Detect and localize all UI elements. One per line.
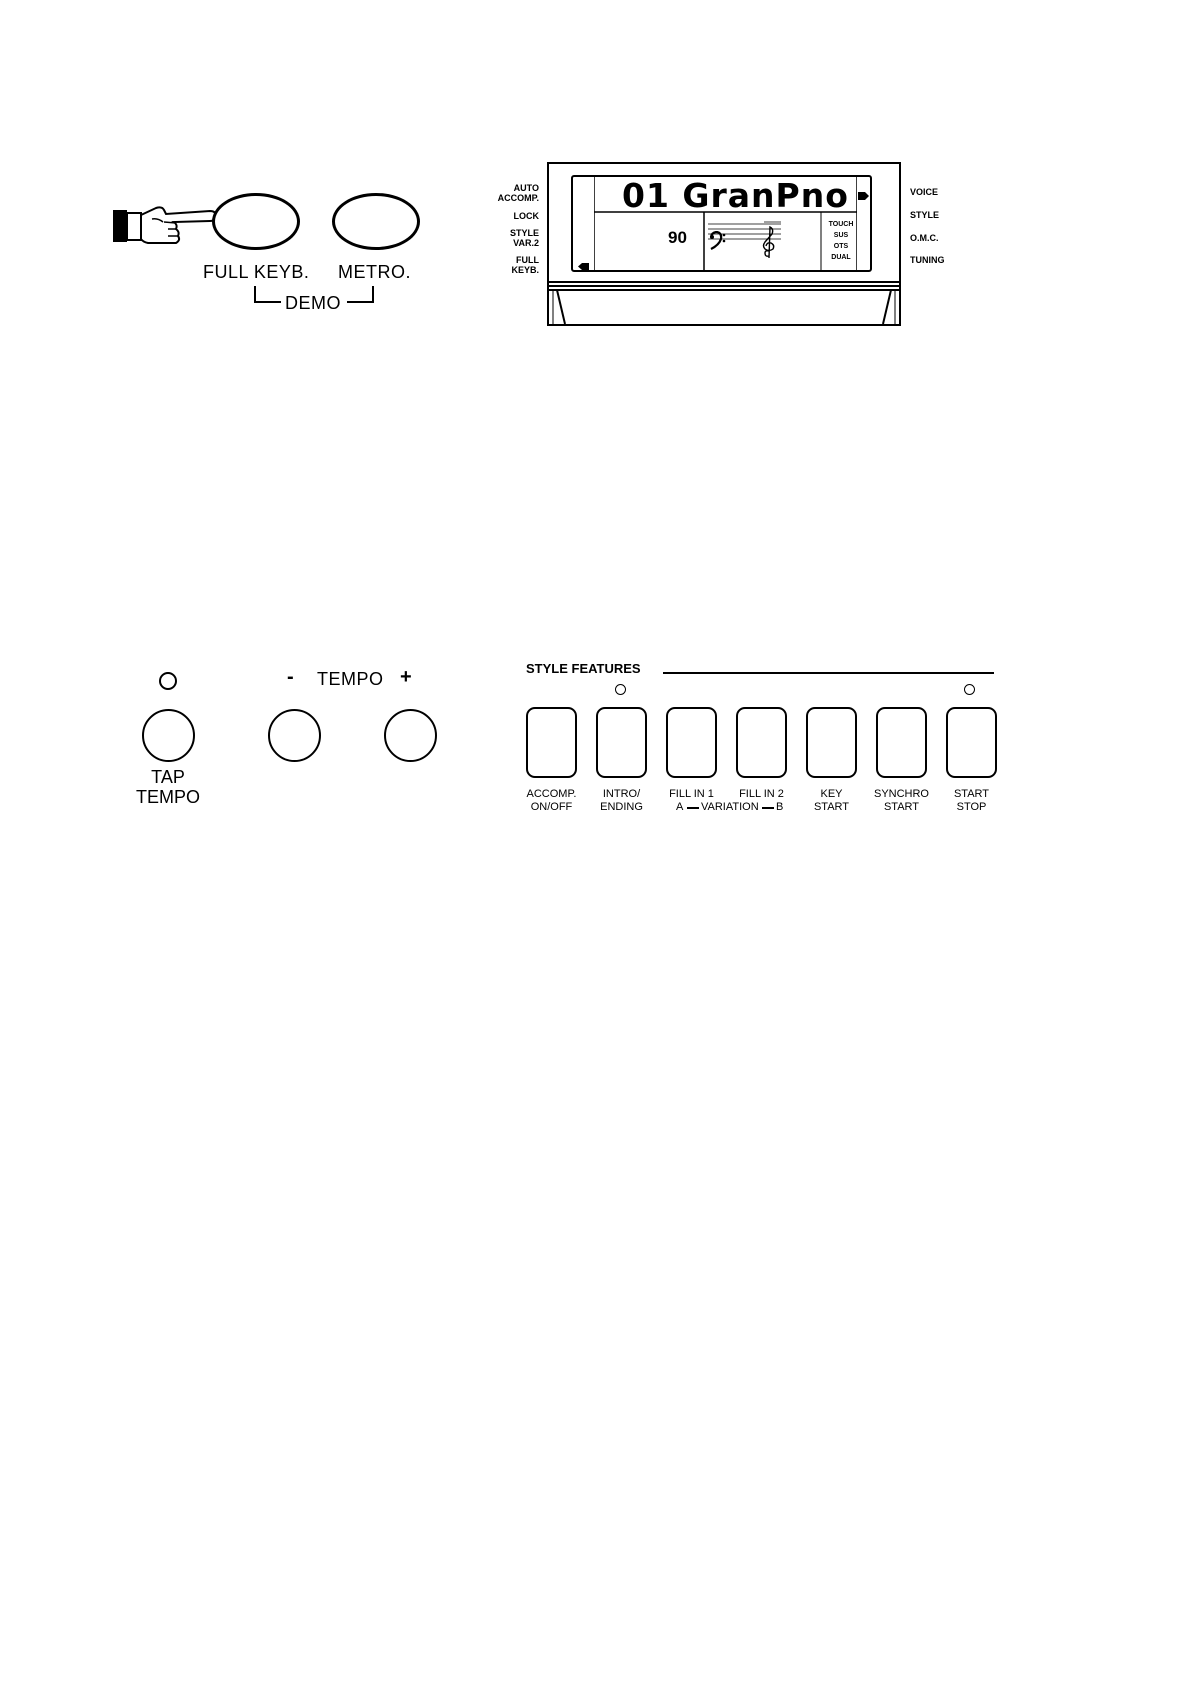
lcd-left-arrow-icon: [577, 258, 589, 267]
hand-pointer-icon: [112, 200, 217, 252]
synchro-start-button[interactable]: [876, 707, 927, 778]
variation-a-label: A: [676, 801, 684, 813]
style-features-rule: [663, 672, 994, 674]
tap-tempo-led: [159, 672, 177, 690]
bass-clef-icon: [709, 231, 727, 251]
lcd-title: 01 GranPno: [622, 176, 849, 215]
full-keyb-label: FULL KEYB.: [203, 262, 310, 282]
treble-clef-icon: [761, 225, 777, 259]
tap-tempo-button[interactable]: [142, 709, 195, 762]
lcd-flags: [824, 221, 858, 269]
tempo-label: TEMPO: [317, 669, 384, 689]
intro-ending-button[interactable]: [596, 707, 647, 778]
flag-dual: DUAL: [831, 254, 851, 261]
variation-b-label: B: [776, 801, 784, 813]
lcd-tempo-value: 90: [668, 228, 687, 247]
variation-line-right: [762, 807, 774, 809]
accomp-on-off-label: ACCOMP. ON/OFF: [526, 788, 577, 813]
tap-tempo-label: TAP TEMPO: [135, 767, 200, 807]
variation-line-left: [687, 807, 699, 809]
tempo-minus-label: -: [287, 666, 294, 688]
start-stop-label: START STOP: [953, 788, 990, 813]
lcd-left-auto-accomp: AUTO ACCOMP.: [497, 183, 539, 203]
lcd-stand: [547, 276, 901, 326]
fill-in-1-label: FILL IN 1: [669, 788, 714, 800]
start-stop-button[interactable]: [946, 707, 997, 778]
start-stop-led: [964, 684, 975, 695]
tempo-minus-button[interactable]: [268, 709, 321, 762]
demo-label: DEMO: [285, 293, 341, 313]
style-features-header: STYLE FEATURES: [526, 661, 641, 676]
metro-label: METRO.: [338, 262, 411, 282]
tempo-plus-label: +: [400, 666, 412, 688]
flag-ots: OTS: [833, 243, 849, 250]
full-keyb-button[interactable]: [212, 193, 300, 250]
variation-label: VARIATION: [701, 801, 759, 813]
lcd-right-style: STYLE: [910, 210, 940, 220]
metro-button[interactable]: [332, 193, 420, 250]
lcd-right-tuning: TUNING: [910, 255, 945, 265]
tempo-plus-button[interactable]: [384, 709, 437, 762]
lcd-right-omc: O.M.C.: [910, 233, 939, 243]
lcd-right-voice: VOICE: [910, 187, 939, 197]
fill-in-2-button[interactable]: [736, 707, 787, 778]
key-start-label: KEY START: [813, 788, 850, 813]
lcd-right-arrow-icon: [858, 188, 870, 198]
lcd-left-style-var2: STYLE VAR.2: [509, 228, 539, 248]
lcd-left-lock: LOCK: [513, 211, 539, 221]
fill-in-2-label: FILL IN 2: [739, 788, 784, 800]
intro-ending-led: [615, 684, 626, 695]
lcd-left-full-keyb: FULL KEYB.: [511, 255, 539, 275]
accomp-on-off-button[interactable]: [526, 707, 577, 778]
fill-in-1-button[interactable]: [666, 707, 717, 778]
intro-ending-label: INTRO/ ENDING: [600, 788, 643, 813]
flag-touch: TOUCH: [828, 221, 854, 228]
key-start-button[interactable]: [806, 707, 857, 778]
variation-label-row: [676, 801, 786, 814]
flag-sus: SUS: [833, 232, 849, 239]
synchro-start-label: SYNCHRO START: [873, 788, 929, 813]
